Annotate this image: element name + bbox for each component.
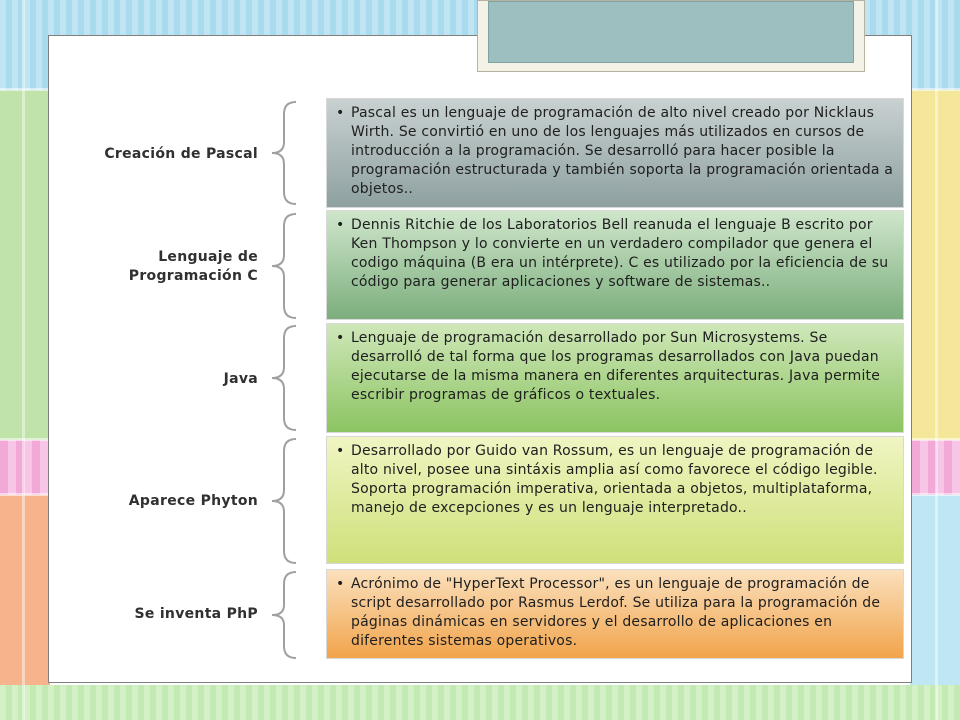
brace-icon bbox=[268, 570, 300, 660]
brace-icon bbox=[268, 437, 300, 565]
label-php: Se inventa PhP bbox=[134, 606, 258, 622]
label-java: Java bbox=[223, 371, 258, 387]
brace-icon bbox=[268, 212, 300, 320]
description-box-php bbox=[326, 569, 904, 659]
bullet-icon: • bbox=[336, 105, 345, 121]
brace-icon bbox=[268, 324, 300, 432]
description-text: Desarrollado por Guido van Rossum, es un lenguaje de programación de alto nivel, posee una sintáxis amplia así como favorece el código legible. Soporta programación imperativa, orientada a objetos, multiplataforma, manejo de excepciones y es un lenguaje interpretado.. bbox=[351, 443, 878, 516]
bullet-icon: • bbox=[336, 330, 345, 346]
background-bottom-band bbox=[0, 685, 960, 720]
brace-icon bbox=[268, 100, 300, 206]
bullet-icon: • bbox=[336, 443, 345, 459]
description-text: Dennis Ritchie de los Laboratorios Bell reanuda el lenguaje B escrito por Ken Thompson y lo convierte en un verdadero compilador que genera el codigo máquina (B era un intérprete). C es utilizado por la eficiencia de su código para generar aplicaciones y software de sistemas.. bbox=[351, 217, 889, 290]
background-stripe bbox=[22, 0, 25, 720]
photo-placeholder bbox=[488, 1, 854, 63]
description-box-java bbox=[326, 323, 904, 433]
photo-frame bbox=[477, 0, 865, 72]
background-left-band bbox=[0, 90, 50, 440]
label-pascal: Creación de Pascal bbox=[104, 146, 258, 162]
description-box-pascal bbox=[326, 98, 904, 208]
background-bottom-left-band bbox=[0, 495, 50, 685]
bullet-icon: • bbox=[336, 576, 345, 592]
label-python: Aparece Phyton bbox=[128, 493, 258, 509]
description-text: Pascal es un lenguaje de programación de alto nivel creado por Nicklaus Wirth. Se convirtió en uno de los lenguajes más utilizados en cursos de introducción a la programación. Se desarrolló para hacer posible la programación estructurada y también soporta la programación orientada a objetos.. bbox=[351, 105, 894, 197]
description-box-python bbox=[326, 436, 904, 564]
background-stripe bbox=[935, 0, 938, 720]
bullet-icon: • bbox=[336, 217, 345, 233]
description-text: Acrónimo de "HyperText Processor", es un lenguaje de programación de script desarrollado por Rasmus Lerdof. Se utiliza para la programación de páginas dinámicas en servidores y el desarrollo de aplicaciones en diferentes sistemas operativos. bbox=[351, 576, 881, 649]
description-box-c bbox=[326, 210, 904, 320]
label-c: Lenguaje de Programación C bbox=[128, 249, 258, 284]
description-text: Lenguaje de programación desarrollado por Sun Microsystems. Se desarrolló de tal forma que los programas desarrollados con Java puedan ejecutarse de la misma manera en diferentes arquitecturas. Java permite escribir programas de gráficos o textuales. bbox=[351, 330, 881, 403]
